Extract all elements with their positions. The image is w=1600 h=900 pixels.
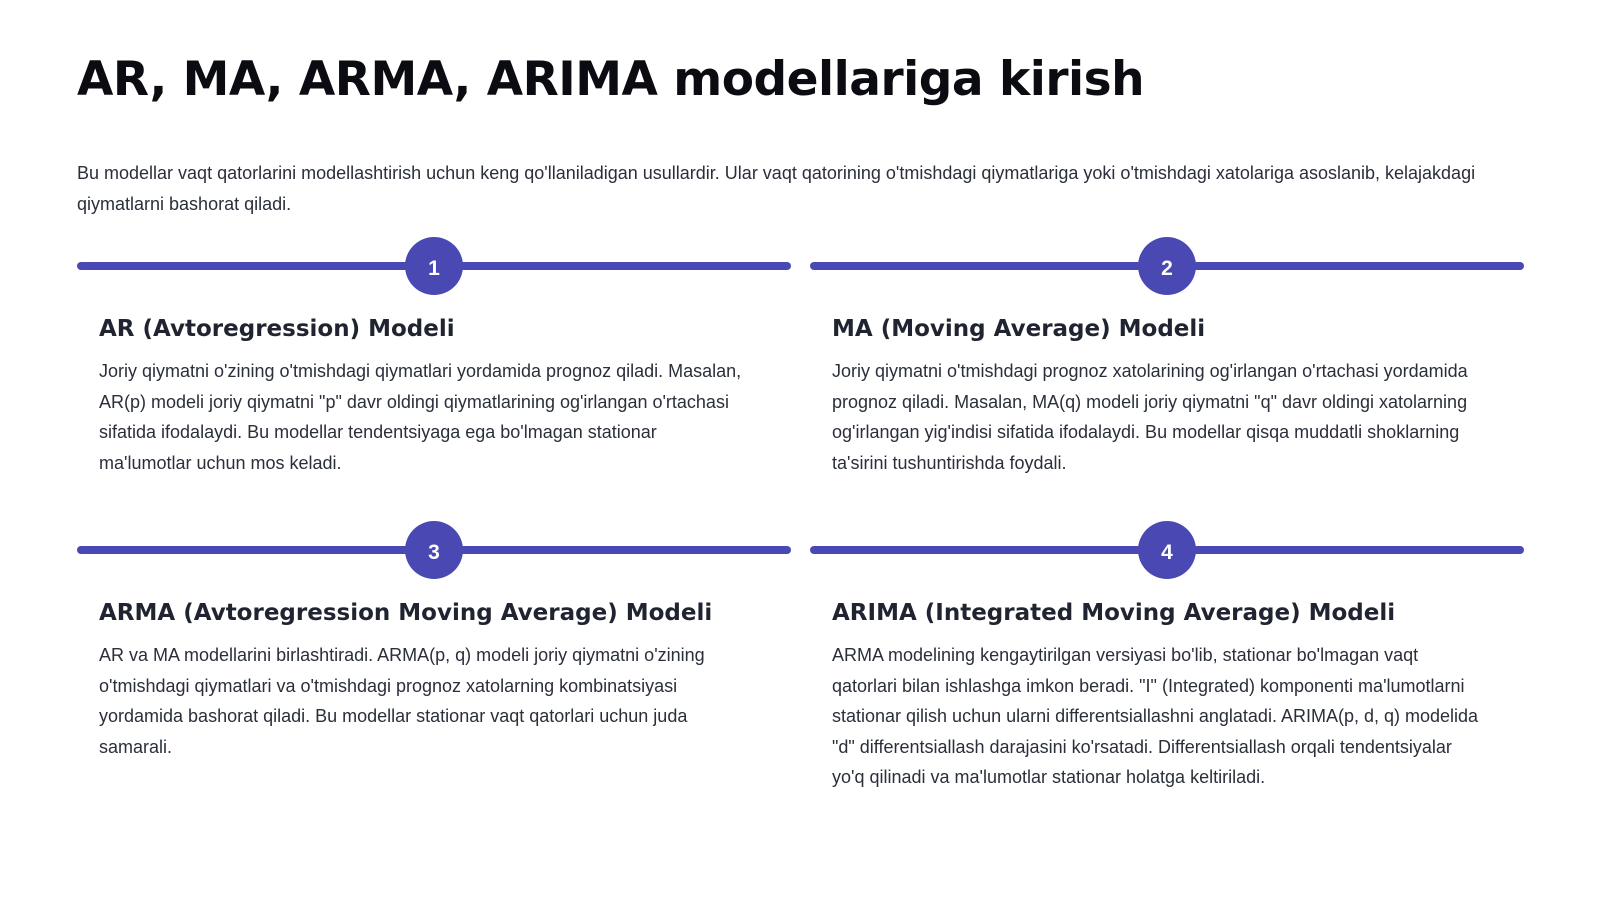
card-heading: AR (Avtoregression) Modeli — [99, 316, 455, 342]
page-title: AR, MA, ARMA, ARIMA modellariga kirish — [77, 52, 1145, 107]
card-body: ARMA modelining kengaytirilgan versiyasi bo'lib, stationar bo'lmagan vaqt qatorlari bilan ishlashga imkon beradi. "I" (Integrated) komponenti ma'lumotlarni stationar qilish uchun ularni differentsiallashni anglatadi. ARIMA(p, d, q) modelida "d" differentsiallash darajasini ko'rsatadi. Differentsiallash orqali tendentsiyalar yo'q qilinadi va ma'lumotlar stationar holatga keltiriladi. — [832, 645, 1479, 787]
step-number-badge: 3 — [405, 521, 463, 579]
card-body: Joriy qiymatni o'zining o'tmishdagi qiymatlari yordamida prognoz qiladi. Masalan, AR(p) modeli joriy qiymatni "p" davr oldingi qiymatlarining og'irlangan o'rtachasi sifatida ifodalaydi. Bu modellar tendentsiyaga ega bo'lmagan stationar ma'lumotlar uchun mos keladi. — [99, 361, 742, 473]
card-heading: MA (Moving Average) Modeli — [832, 316, 1206, 342]
card-body: AR va MA modellarini birlashtiradi. ARMA(p, q) modeli joriy qiymatni o'zining o'tmishdagi qiymatlari va o'tmishdagi prognoz xatolarning kombinatsiyasi yordamida bashorat qiladi. Bu modellar stationar vaqt qatorlari uchun juda samarali. — [99, 645, 705, 757]
step-number-badge: 4 — [1138, 521, 1196, 579]
card-heading: ARMA (Avtoregression Moving Average) Modeli — [99, 600, 713, 626]
card-heading: ARIMA (Integrated Moving Average) Modeli — [832, 600, 1396, 626]
card-body: Joriy qiymatni o'tmishdagi prognoz xatolarining og'irlangan o'rtachasi yordamida prognoz qiladi. Masalan, MA(q) modeli joriy qiymatni "q" davr oldingi xatolarning og'irlangan yig'indisi sifatida ifodalaydi. Bu modellar qisqa muddatli shoklarning ta'sirini tushuntirishda foydali. — [832, 361, 1468, 473]
step-number-badge: 1 — [405, 237, 463, 295]
intro-paragraph: Bu modellar vaqt qatorlarini modellashtirish uchun keng qo'llaniladigan usullardir. Ular vaqt qatorining o'tmishdagi qiymatlariga yoki o'tmishdagi xatolariga asoslanib, kelajakdagi qiymatlarni bashorat qiladi. — [77, 163, 1476, 214]
step-number-badge: 2 — [1138, 237, 1196, 295]
